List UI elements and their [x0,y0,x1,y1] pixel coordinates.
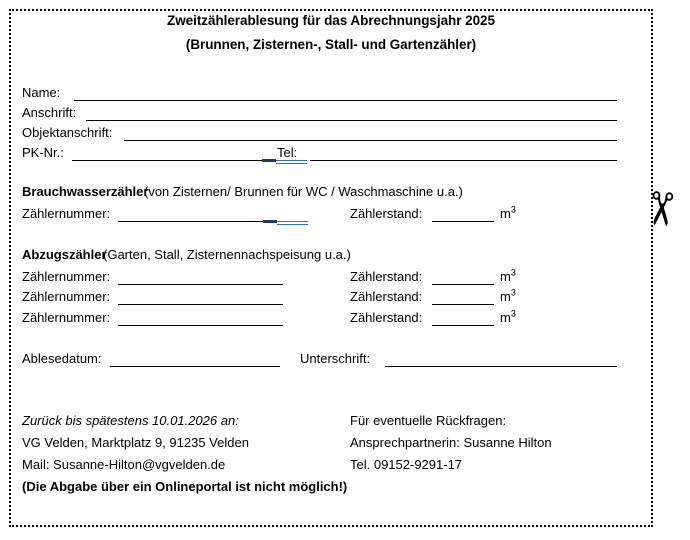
label-unterschrift: Unterschrift: [300,351,371,366]
label-pk-nr: PK-Nr.: [22,145,64,160]
form-subtitle: (Brunnen, Zisternen-, Stall- und Gartenzähler) [185,37,477,52]
input-name[interactable] [74,100,617,101]
footer-return-address: VG Velden, Marktplatz 9, 91235 Velden [22,435,249,450]
input-anschrift[interactable] [86,120,617,121]
input-objektanschrift[interactable] [124,140,617,141]
input-zaehlernummer-abzug-1[interactable] [118,284,283,285]
input-zaehlerstand-abzug-3[interactable] [432,325,494,326]
unit-m3-abzug-3: $m^3$ [500,308,516,325]
input-zaehlerstand-abzug-2[interactable] [432,304,494,305]
label-tel: Tel: [277,145,298,160]
footer-contact-person: Ansprechpartnerin: Susanne Hilton [350,435,552,450]
input-zaehlernummer-abzug-3[interactable] [118,325,283,326]
heading-brauchwasserzaehler-note: (von Zisternen/ Brunnen für WC / Waschmaschine u.a.) [144,184,463,199]
input-zaehlernummer-abzug-2[interactable] [118,304,283,305]
input-tel[interactable] [310,160,617,161]
footer-questions-heading: Für eventuelle Rückfragen: [350,413,507,428]
label-name: Name: [22,85,61,100]
footer-return-email: Mail: Susanne-Hilton@vgvelden.de [22,457,226,472]
footer-return-deadline: Zurück bis spätestens 10.01.2026 an: [22,413,239,428]
label-ablesedatum: Ablesedatum: [22,351,102,366]
label-objektanschrift: Objektanschrift: [22,125,113,140]
unit-m3-abzug-2: $m^3$ [500,287,516,304]
footer-no-online-notice: (Die Abgabe über ein Onlineportal ist nicht möglich!) [22,479,348,494]
scissors-icon: ✂ [632,187,690,231]
label-zaehlernummer-abzug-3: Zählernummer: [22,310,111,325]
label-zaehlernummer-abzug-1: Zählernummer: [22,269,111,284]
input-zaehlerstand-abzug-1[interactable] [432,284,494,285]
heading-abzugszaehler-note: (Garten, Stall, Zisternennachspeisung u.a.) [103,247,351,262]
heading-abzugszaehler: Abzugszähler [22,247,107,262]
unit-m3-abzug-1: $m^3$ [500,267,516,284]
input-ablesedatum[interactable] [110,366,280,367]
heading-brauchwasserzaehler: Brauchwasserzähler [22,184,149,199]
label-zaehlernummer-brauchwasser: Zählernummer: [22,206,111,221]
label-zaehlerstand-abzug-3: Zählerstand: [350,310,423,325]
form-title: Zweitzählerablesung für das Abrechnungsjahr 2025 [167,13,495,28]
unit-m3-brauchwasser: $m^3$ [500,204,516,221]
label-zaehlerstand-abzug-1: Zählerstand: [350,269,423,284]
zaehlernummer-underline-artifact [263,220,308,224]
label-zaehlerstand-brauchwasser: Zählerstand: [350,206,423,221]
label-anschrift: Anschrift: [22,105,77,120]
input-zaehlerstand-brauchwasser[interactable] [432,221,494,222]
input-unterschrift[interactable] [385,366,617,367]
input-pk-nr[interactable] [72,160,269,161]
footer-contact-phone: Tel. 09152-9291-17 [350,457,463,472]
label-zaehlerstand-abzug-2: Zählerstand: [350,289,423,304]
label-zaehlernummer-abzug-2: Zählernummer: [22,289,111,304]
